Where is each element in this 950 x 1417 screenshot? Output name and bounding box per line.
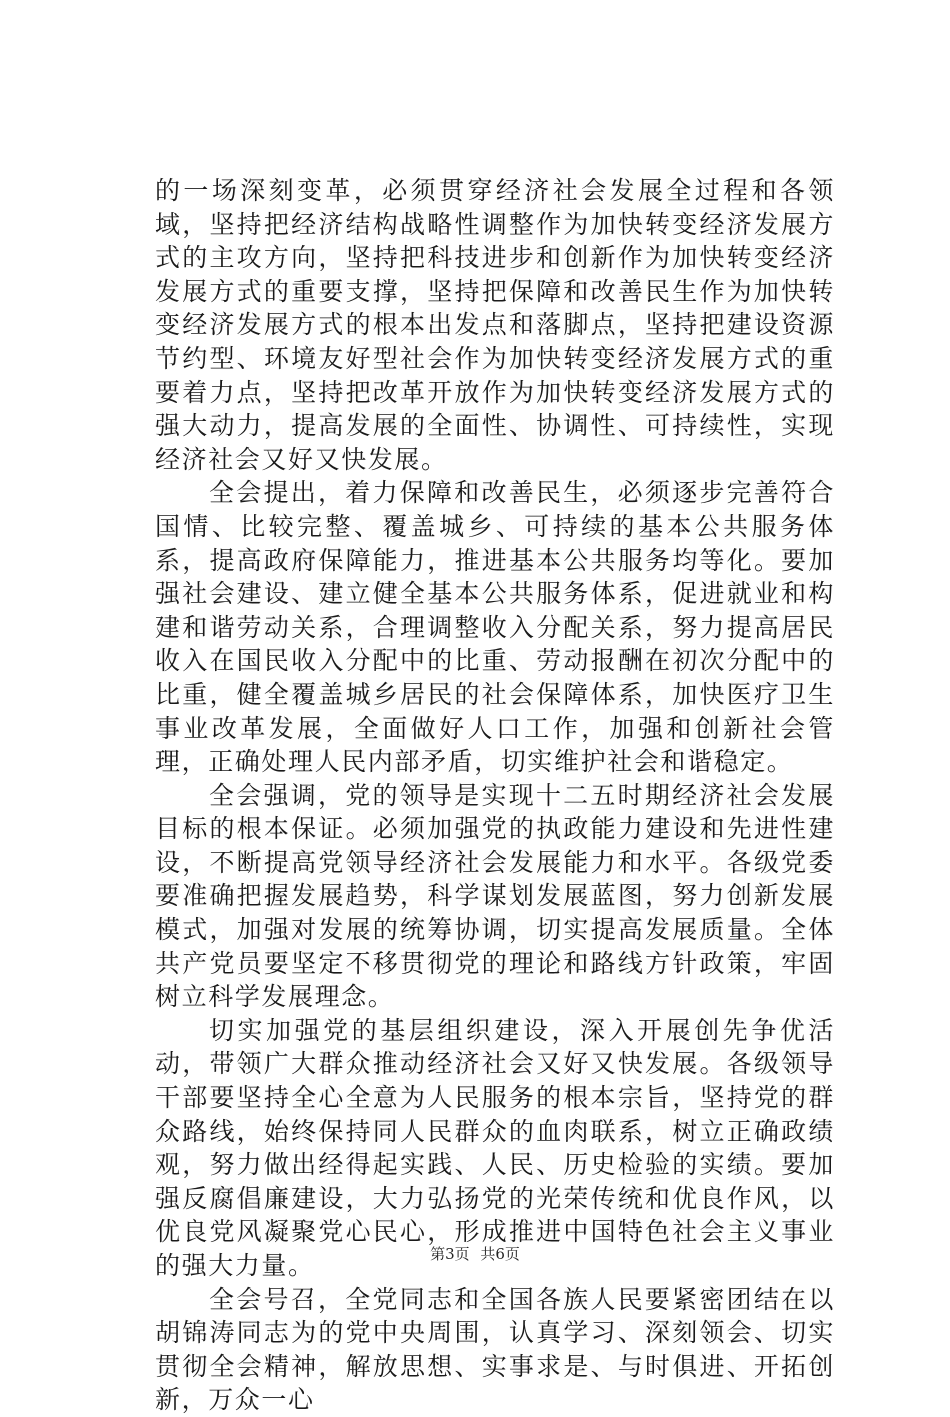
body-text [155,174,835,1417]
paragraph: 的一场深刻变革，必须贯穿经济社会发展全过程和各领域，坚持把经济结构战略性调整作为加快转变经济发展方式的主攻方向，坚持把科技进步和创新作为加快转变经济发展方式的重要支撑，坚持把保障和改善民生作为加快转变经济发展方式的根本出发点和落脚点，坚持把建设资源节约型、环境友好型社会作为加快转变经济发展方式的重要着力点，坚持把改革开放作为加快转变经济发展方式的强大动力，提高发展的全面性、协调性、可持续性，实现经济社会又好又快发展。 [155,176,835,474]
page-number: 第3页 [430,1245,470,1263]
page-footer [0,1244,950,1264]
paragraph: 全会提出，着力保障和改善民生，必须逐步完善符合国情、比较完整、覆盖城乡、可持续的基本公共服务体系，提高政府保障能力，推进基本公共服务均等化。要加强社会建设、建立健全基本公共服务体系，促进就业和构建和谐劳动关系，合理调整收入分配关系，努力提高居民收入在国民收入分配中的比重、劳动报酬在初次分配中的比重，健全覆盖城乡居民的社会保障体系，加快医疗卫生事业改革发展，全面做好人口工作，加强和创新社会管理，正确处理人民内部矛盾，切实维护社会和谐稳定。 [155,478,835,777]
page-total: 共6页 [480,1245,520,1263]
paragraph: 全会强调，党的领导是实现十二五时期经济社会发展目标的根本保证。必须加强党的执政能力建设和先进性建设，不断提高党领导经济社会发展能力和水平。各级党委要准确把握发展趋势，科学谋划发展蓝图，努力创新发展模式，加强对发展的统筹协调，切实提高发展质量。全体共产党员要坚定不移贯彻党的理论和路线方针政策，牢固树立科学发展理念。 [155,780,835,1012]
paragraph: 全会号召，全党同志和全国各族人民要紧密团结在以胡锦涛同志为的党中央周围，认真学习、深刻领会、切实贯彻全会精神，解放思想、实事求是、与时俱进、开拓创新，万众一心 [155,1284,835,1415]
paragraph: 切实加强党的基层组织建设，深入开展创先争优活动，带领广大群众推动经济社会又好又快发展。各级领导干部要坚持全心全意为人民服务的根本宗旨，坚持党的群众路线，始终保持同人民群众的血肉联系，树立正确政绩观，努力做出经得起实践、人民、历史检验的实绩。要加强反腐倡廉建设，大力弘扬党的光荣传统和优良作风，以优良党风凝聚党心民心，形成推进中国特色社会主义事业的强大力量。 [155,1015,835,1280]
